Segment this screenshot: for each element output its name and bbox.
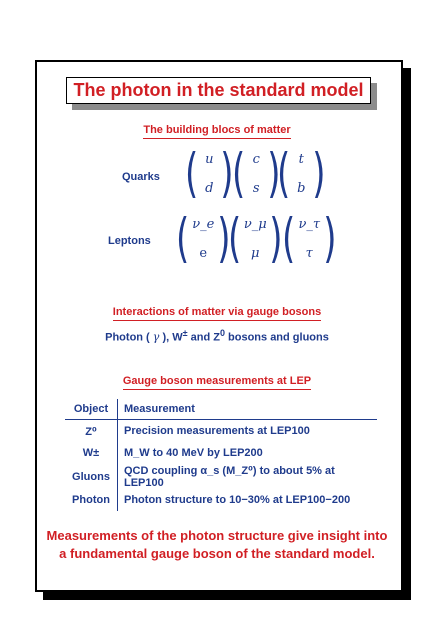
right-paren: ) bbox=[269, 208, 283, 270]
interactions-line bbox=[46, 328, 388, 344]
lepton-doublet-1 bbox=[176, 208, 231, 270]
row-measurement: QCD coupling α_s (M_Z⁰) to about 5% at LEP100 bbox=[124, 465, 335, 489]
table-row bbox=[65, 489, 377, 511]
col-measurement-header: Measurement bbox=[118, 399, 378, 420]
left-paren: ( bbox=[185, 143, 199, 205]
right-paren: ) bbox=[312, 143, 326, 205]
interactions-heading-text: Interactions of matter via gauge bosons bbox=[113, 305, 321, 321]
conclusion bbox=[46, 527, 388, 563]
row-measurement: Precision measurements at LEP100 bbox=[124, 425, 310, 437]
right-paren: ) bbox=[220, 143, 234, 205]
lepton-doublet-2 bbox=[228, 208, 283, 270]
col-object-header: Object bbox=[65, 399, 118, 420]
text-part: bosons and gluons bbox=[224, 331, 329, 344]
conclusion-line-2: a fundamental gauge boson of the standard model. bbox=[59, 546, 375, 561]
quark-bottom: b bbox=[297, 181, 306, 196]
conclusion-line-1: Measurements of the photon structure give insight into bbox=[46, 528, 388, 543]
interactions-heading bbox=[46, 305, 388, 321]
left-paren: ( bbox=[232, 143, 246, 205]
building-heading-text: The building blocs of matter bbox=[143, 123, 290, 139]
text-part: Photon ( bbox=[105, 331, 150, 344]
row-object: Photon bbox=[65, 489, 118, 511]
table-row bbox=[65, 442, 377, 464]
table-header-row bbox=[65, 399, 377, 420]
quark-bottom: s bbox=[252, 181, 260, 196]
quark-doublet-3 bbox=[277, 143, 326, 205]
pm-superscript: ± bbox=[182, 328, 188, 338]
lep-heading bbox=[46, 374, 388, 390]
leptons-label: Leptons bbox=[108, 235, 151, 247]
text-part: ), W bbox=[162, 331, 183, 344]
quark-top: u bbox=[205, 152, 214, 167]
row-object: W± bbox=[65, 442, 118, 464]
lep-heading-text: Gauge boson measurements at LEP bbox=[123, 374, 311, 390]
table-row bbox=[65, 420, 377, 443]
left-paren: ( bbox=[277, 143, 291, 205]
quark-doublet-1 bbox=[185, 143, 234, 205]
right-paren: ) bbox=[323, 208, 337, 270]
row-measurement: M_W to 40 MeV by LEP200 bbox=[124, 447, 263, 459]
quarks-label: Quarks bbox=[122, 171, 160, 183]
left-paren: ( bbox=[176, 208, 190, 270]
lep-measurements-table bbox=[65, 399, 377, 511]
slide-title: The photon in the standard model bbox=[73, 80, 364, 100]
quark-top: t bbox=[298, 152, 304, 167]
lepton-bottom: e bbox=[199, 246, 208, 261]
lepton-top: ν_τ bbox=[298, 217, 321, 232]
table-row bbox=[65, 464, 377, 489]
lepton-bottom: τ bbox=[305, 246, 313, 261]
zero-superscript: 0 bbox=[219, 328, 225, 338]
quark-doublet-2 bbox=[232, 143, 281, 205]
left-paren: ( bbox=[282, 208, 296, 270]
row-object: Gluons bbox=[65, 464, 118, 489]
right-paren: ) bbox=[217, 208, 231, 270]
text-part: and Z bbox=[187, 331, 220, 344]
lepton-top: ν_e bbox=[192, 217, 215, 232]
gamma-symbol: γ bbox=[152, 330, 160, 344]
lepton-bottom: μ bbox=[251, 246, 260, 261]
row-object: Z⁰ bbox=[65, 420, 118, 443]
right-paren: ) bbox=[267, 143, 281, 205]
quark-top: c bbox=[252, 152, 260, 167]
slide-frame bbox=[35, 60, 403, 592]
row-measurement: Photon structure to 10−30% at LEP100−200 bbox=[124, 494, 351, 506]
building-heading bbox=[46, 123, 388, 139]
quark-bottom: d bbox=[205, 181, 214, 196]
lepton-top: ν_μ bbox=[243, 217, 267, 232]
lepton-doublet-3 bbox=[282, 208, 337, 270]
left-paren: ( bbox=[228, 208, 242, 270]
